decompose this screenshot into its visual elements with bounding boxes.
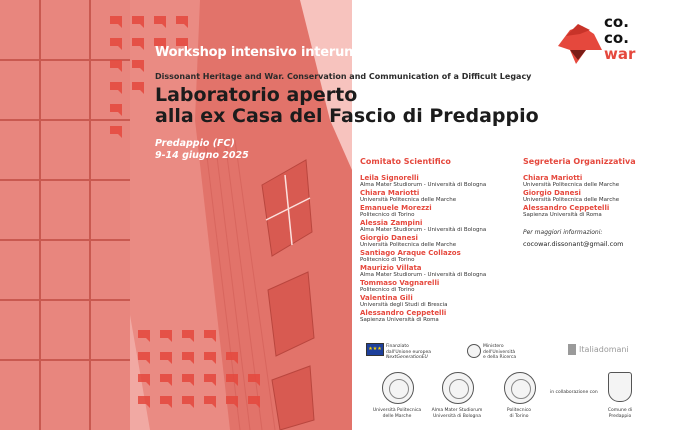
info-label: Per maggiori informazioni: (523, 229, 603, 236)
member-affiliation: Università Politecnica delle Marche (523, 197, 620, 203)
univpm-line-2: delle Marche (382, 413, 412, 419)
italiadomani-label: Italiadomani (579, 345, 629, 354)
collaboration-label: in collaborazione con (550, 390, 598, 395)
logo-line-3: war (604, 45, 636, 63)
member-name: Alessandro Ceppetelli (523, 204, 610, 212)
member-affiliation: Politecnico di Torino (360, 287, 415, 293)
comune-line-1: Comune di (607, 408, 633, 413)
committee-member (360, 219, 486, 234)
eu-line-1: Finanziato (386, 344, 409, 349)
project-subtitle: Dissonant Heritage and War. Conservation and Communication of a Difficult Legacy (155, 72, 532, 81)
member-affiliation: Università degli Studi di Brescia (360, 302, 448, 308)
member-affiliation: Università Politecnica delle Marche (360, 242, 457, 248)
italiadomani-icon (568, 344, 576, 355)
member-affiliation: Politecnico di Torino (360, 212, 415, 218)
committee-member (360, 249, 486, 264)
member-affiliation: Università Politecnica delle Marche (523, 182, 620, 188)
member-affiliation: Alma Mater Studiorum - Università di Bologna (360, 182, 487, 188)
workshop-label: Workshop intensivo interuniversitario (155, 45, 427, 60)
segreteria-organizzativa (523, 157, 636, 248)
member-name: Chiara Mariotti (360, 189, 420, 197)
committee-member (360, 294, 486, 309)
title-line-1: Laboratorio aperto (155, 84, 358, 106)
member-affiliation: Sapienza Università di Roma (523, 212, 602, 218)
member-affiliation: Sapienza Università di Roma (360, 317, 439, 323)
ministry-line-2: dell'Università (483, 349, 516, 355)
comune-label (600, 408, 640, 419)
segreteria-heading: Segreteria Organizzativa (523, 157, 636, 166)
eu-line-2: dall'Unione europea (386, 349, 432, 355)
eu-flag-icon: ★★★ (366, 343, 384, 356)
place: Predappio (FC) (155, 138, 235, 149)
comitato-scientifico (360, 157, 486, 324)
committee-member (360, 189, 486, 204)
member-name: Maurizio Villata (360, 264, 422, 272)
unibo-label (428, 408, 486, 419)
member-name: Santiago Araque Collazos (360, 249, 461, 257)
contact-email-link[interactable]: cocowar.dissonant@gmail.com (523, 240, 624, 248)
page-title (155, 85, 539, 127)
committee-member (360, 234, 486, 249)
title-line-2: alla ex Casa del Fascio di Predappio (155, 105, 539, 127)
unibo-seal-icon (442, 372, 474, 404)
polito-line-1: Politecnico (506, 408, 532, 413)
member-name: Alessia Zampini (360, 219, 423, 227)
eu-funding-label (386, 344, 431, 361)
secretariat-member (523, 174, 636, 189)
comune-crest-icon (608, 372, 632, 402)
member-affiliation: Alma Mater Studiorum - Università di Bologna (360, 227, 487, 233)
unibo-line-1: Alma Mater Studiorum (431, 408, 483, 413)
member-affiliation: Politecnico di Torino (360, 257, 415, 263)
place-dates (155, 138, 249, 162)
committee-member (360, 309, 486, 324)
committee-member (360, 279, 486, 294)
committee-member (360, 264, 486, 279)
committee-member (360, 204, 486, 219)
member-name: Leila Signorelli (360, 174, 419, 182)
member-affiliation: Università Politecnica delle Marche (360, 197, 457, 203)
member-name: Chiara Mariotti (523, 174, 583, 182)
ministry-emblem-icon (467, 344, 481, 358)
secretariat-member (523, 189, 636, 204)
logo-line-2: co. (604, 29, 629, 47)
cocowar-logo (556, 12, 676, 72)
logo-line-1: co. (604, 13, 629, 31)
comitato-heading: Comitato Scientifico (360, 157, 451, 166)
univpm-line-1: Università Politecnica (372, 408, 422, 413)
dates: 9-14 giugno 2025 (155, 150, 249, 161)
member-name: Emanuele Morezzi (360, 204, 432, 212)
polito-line-2: di Torino (509, 413, 529, 419)
member-name: Tommaso Vagnarelli (360, 279, 440, 287)
member-affiliation: Alma Mater Studiorum - Università di Bologna (360, 272, 487, 278)
univpm-label (368, 408, 426, 419)
univpm-seal-icon (382, 372, 414, 404)
ministry-line-1: Ministero (483, 344, 504, 349)
eu-line-3: NextGenerationEU (386, 355, 428, 360)
cocowar-mark-icon (556, 20, 604, 66)
polito-seal-icon (504, 372, 536, 404)
member-name: Giorgio Danesi (360, 234, 418, 242)
member-name: Alessandro Ceppetelli (360, 309, 447, 317)
polito-label (496, 408, 542, 419)
ministry-label (483, 344, 516, 361)
comune-line-2: Predappio (608, 413, 632, 419)
member-name: Valentina Gili (360, 294, 413, 302)
member-name: Giorgio Danesi (523, 189, 581, 197)
secretariat-member (523, 204, 636, 219)
committee-member (360, 174, 486, 189)
unibo-line-2: Università di Bologna (432, 413, 482, 419)
ministry-line-3: e della Ricerca (483, 355, 517, 360)
logo-wordmark (604, 14, 635, 62)
